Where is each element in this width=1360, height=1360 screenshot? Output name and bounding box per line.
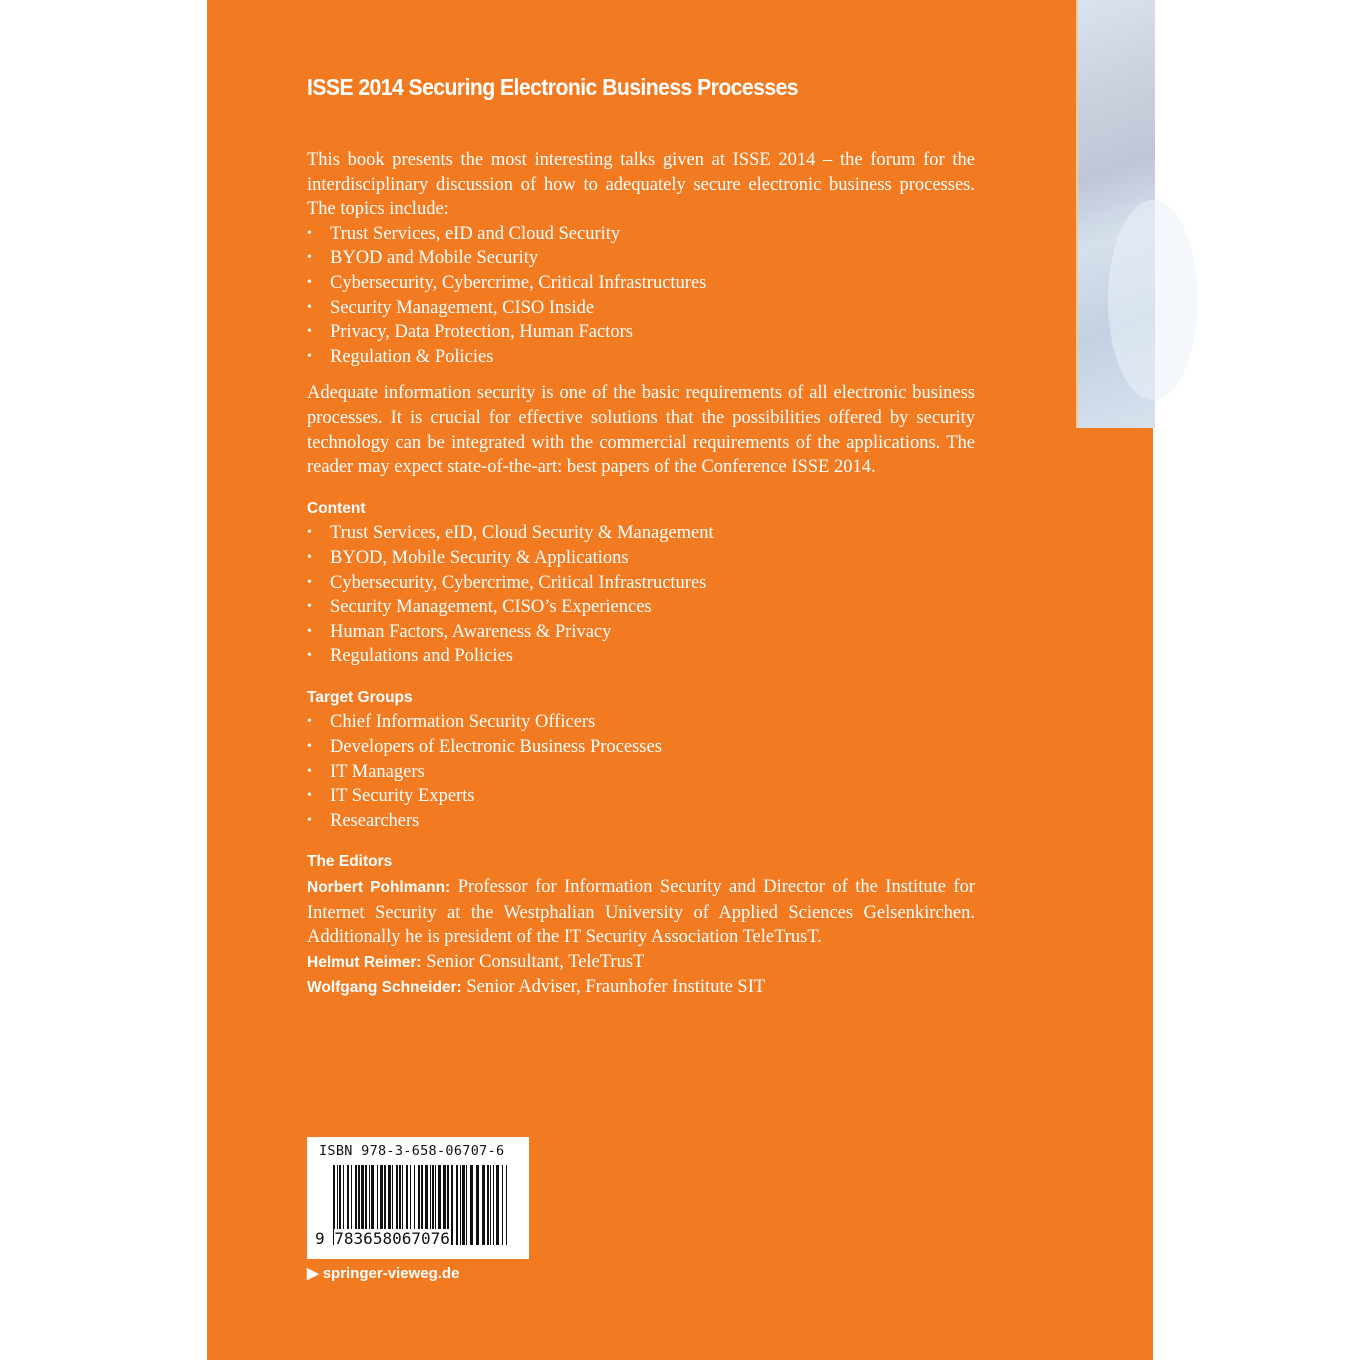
barcode-bar — [476, 1165, 479, 1245]
editors-heading: The Editors — [307, 853, 393, 871]
content-item: • Cybersecurity, Cybercrime, Critical Infrastructures — [307, 571, 975, 596]
barcode-digits: 9 783658067076 — [315, 1229, 450, 1248]
intro-paragraph: This book presents the most interesting talks given at ISSE 2014 – the forum for the interdisciplinary discussion of how to adequately secure electronic business processes. The topics include: — [307, 150, 975, 220]
back-cover — [207, 0, 1153, 1360]
barcode-bar — [451, 1165, 453, 1245]
target-groups-heading: Target Groups — [307, 688, 413, 706]
content-list — [307, 521, 975, 669]
target-group-item: • Researchers — [307, 809, 975, 834]
barcode-bar — [466, 1165, 467, 1245]
topic-item: • Security Management, CISO Inside — [307, 296, 975, 321]
description-paragraph: Adequate information security is one of the basic requirements of all electronic business processes. It is crucial for effective solutions that the possibilities offered by security technology can be integrated with the commercial requirements of the applications. The reader may expect state-of-the-art: best papers of the Conference ISSE 2014. — [307, 383, 975, 478]
topic-item: • BYOD and Mobile Security — [307, 246, 975, 271]
book-title: ISSE 2014 Securing Electronic Business Processes — [307, 74, 799, 100]
editor-entry — [307, 975, 975, 1001]
blurb — [307, 148, 975, 1001]
editor-entry — [307, 950, 975, 976]
barcode-bar — [482, 1165, 485, 1245]
editors-list — [307, 875, 975, 1001]
barcode-bar — [462, 1165, 465, 1245]
target-group-item: • IT Security Experts — [307, 784, 975, 809]
content-item: • Trust Services, eID, Cloud Security & Management — [307, 521, 975, 546]
barcode-bar — [470, 1165, 473, 1245]
target-group-item: • Developers of Electronic Business Processes — [307, 735, 975, 760]
content-item: • BYOD, Mobile Security & Applications — [307, 546, 975, 571]
editor-description: Professor for Information Security and Director of the Institute for Internet Security at the Westphalian University of Applied Sciences Gelsenkirchen. Additionally he is president of the IT Security Association TeleTrusT. — [307, 877, 975, 948]
content-item: • Security Management, CISO’s Experiences — [307, 595, 975, 620]
barcode-bar — [456, 1165, 458, 1245]
barcode-bar — [460, 1165, 461, 1245]
topic-item: • Trust Services, eID and Cloud Security — [307, 222, 975, 247]
barcode-bar — [506, 1165, 507, 1245]
topic-item: • Privacy, Data Protection, Human Factors — [307, 320, 975, 345]
barcode-bar — [493, 1165, 494, 1245]
barcode-bar — [487, 1165, 489, 1245]
target-group-item: • Chief Information Security Officers — [307, 710, 975, 735]
target-group-item: • IT Managers — [307, 760, 975, 785]
isbn-text: ISBN 978-3-658-06707-6 — [319, 1143, 505, 1159]
editor-name: Helmut Reimer: — [307, 953, 422, 971]
content-heading: Content — [307, 499, 366, 517]
website-link[interactable]: ▶ springer-vieweg.de — [307, 1265, 460, 1282]
topic-item: • Regulation & Policies — [307, 345, 975, 370]
editor-entry — [307, 875, 975, 950]
target-groups-list — [307, 710, 975, 833]
isbn-barcode — [307, 1137, 529, 1259]
editor-name: Norbert Pohlmann: — [307, 879, 451, 897]
topic-item: • Cybersecurity, Cybercrime, Critical Infrastructures — [307, 271, 975, 296]
barcode-bar — [496, 1165, 499, 1245]
barcode-bar — [490, 1165, 491, 1245]
content-item: • Human Factors, Awareness & Privacy — [307, 620, 975, 645]
topics-list — [307, 222, 975, 370]
content-item: • Regulations and Policies — [307, 644, 975, 669]
cover-photo-strip — [1076, 0, 1155, 428]
editor-description: Senior Consultant, TeleTrusT — [421, 951, 645, 972]
editor-name: Wolfgang Schneider: — [307, 979, 462, 997]
editor-description: Senior Adviser, Fraunhofer Institute SIT — [461, 977, 766, 998]
barcode-bar — [502, 1165, 503, 1245]
